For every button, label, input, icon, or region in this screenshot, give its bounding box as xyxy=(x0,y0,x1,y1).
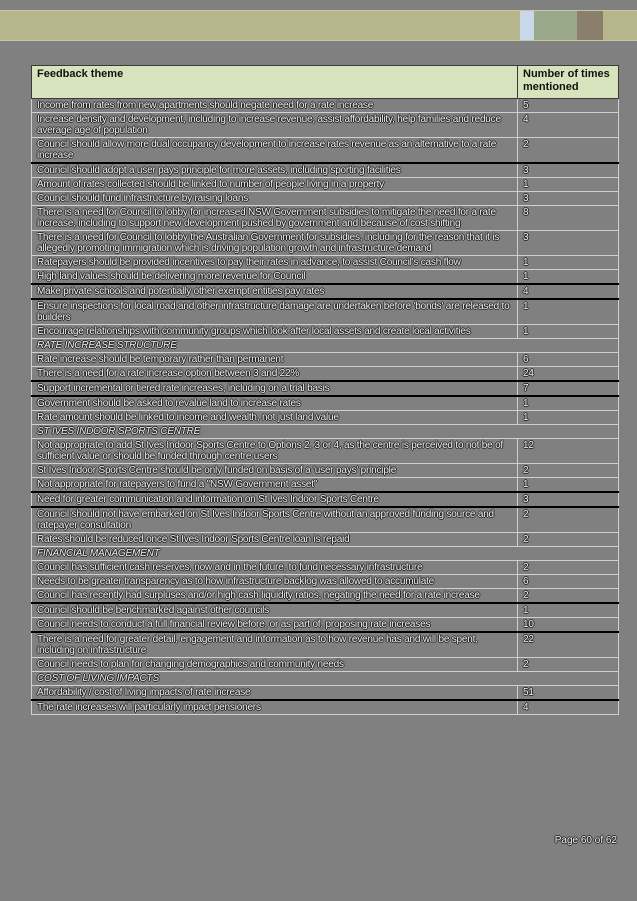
mention-count-cell: 8 xyxy=(518,206,619,231)
mention-count-cell: 24 xyxy=(518,367,619,382)
section-heading-row xyxy=(32,547,619,561)
feedback-theme-cell: High land values should be delivering more revenue for Council xyxy=(32,270,518,285)
table-row xyxy=(32,411,619,425)
table-row xyxy=(32,439,619,464)
mention-count-cell: 6 xyxy=(518,575,619,589)
feedback-theme-cell: Council needs to conduct a full financial review before, or as part of, proposing rate increases xyxy=(32,618,518,633)
mention-count-cell: 2 xyxy=(518,561,619,575)
mention-count-cell: 1 xyxy=(518,270,619,285)
feedback-theme-cell: Not appropriate to add St Ives Indoor Sports Centre to Options 2, 3 or 4, as the centre is perceived to not be of sufficient value or should be funded through centre users xyxy=(32,439,518,464)
mention-count-cell: 3 xyxy=(518,492,619,507)
mention-count-cell: 22 xyxy=(518,632,619,658)
feedback-theme-cell: There is a need for a rate increase option between 3 and 22% xyxy=(32,367,518,382)
table-row xyxy=(32,603,619,618)
section-heading: FINANCIAL MANAGEMENT xyxy=(32,547,619,561)
feedback-theme-cell: Not appropriate for ratepayers to fund a "NSW Government asset" xyxy=(32,478,518,493)
mention-count-cell: 7 xyxy=(518,381,619,396)
feedback-theme-cell: Make private schools and potentially other exempt entities pay rates xyxy=(32,284,518,299)
mention-count-cell: 1 xyxy=(518,178,619,192)
feedback-theme-cell: Council should be benchmarked against other councils xyxy=(32,603,518,618)
table-row xyxy=(32,206,619,231)
mention-count-cell: 12 xyxy=(518,439,619,464)
table-row xyxy=(32,492,619,507)
feedback-theme-cell: There is a need for Council to lobby for increased NSW Government subsidies to mitigate the need for a rate increase, including to support new development pushed by government and because of cost shifting xyxy=(32,206,518,231)
mention-count-cell: 1 xyxy=(518,411,619,425)
table-row xyxy=(32,700,619,715)
mention-count-cell: 1 xyxy=(518,299,619,325)
feedback-theme-cell: Need for greater communication and information on St Ives Indoor Sports Centre xyxy=(32,492,518,507)
mention-count-cell: 3 xyxy=(518,231,619,256)
table-row xyxy=(32,367,619,382)
feedback-theme-cell: There is a need for Council to lobby the Australian Government for subsidies, including for the reason that it is allegedly promoting immigration which is driving population growth and infrastructure demand xyxy=(32,231,518,256)
feedback-theme-cell: The rate increases will particularly impact pensioners xyxy=(32,700,518,715)
mention-count-cell: 4 xyxy=(518,113,619,138)
table-row xyxy=(32,632,619,658)
feedback-theme-cell: Government should be asked to revalue land to increase rates xyxy=(32,396,518,411)
table-row xyxy=(32,163,619,178)
table-row xyxy=(32,381,619,396)
table-row xyxy=(32,618,619,633)
column-header-theme: Feedback theme xyxy=(32,66,518,99)
feedback-theme-cell: There is a need for greater detail, engagement and information as to how revenue has and will be spent, including on infrastructure xyxy=(32,632,518,658)
mention-count-cell: 1 xyxy=(518,256,619,270)
table-row xyxy=(32,464,619,478)
table-row xyxy=(32,299,619,325)
feedback-theme-cell: Council has recently had surpluses and/or high cash liquidity ratios, negating the need for a rate increase xyxy=(32,589,518,604)
table-body xyxy=(32,99,619,715)
mention-count-cell: 2 xyxy=(518,138,619,164)
mention-count-cell: 2 xyxy=(518,589,619,604)
table-row xyxy=(32,353,619,367)
table-row xyxy=(32,561,619,575)
mention-count-cell: 2 xyxy=(518,658,619,672)
mention-count-cell: 1 xyxy=(518,325,619,339)
mention-count-cell: 2 xyxy=(518,464,619,478)
feedback-theme-cell: Support incremental or tiered rate increases, including on a trial basis xyxy=(32,381,518,396)
feedback-theme-cell: Amount of rates collected should be linked to number of people living in a property xyxy=(32,178,518,192)
table-row xyxy=(32,396,619,411)
feedback-theme-cell: St Ives Indoor Sports Centre should be only funded on basis of a 'user pays' principle xyxy=(32,464,518,478)
table-row xyxy=(32,99,619,113)
table-row xyxy=(32,192,619,206)
section-heading: RATE INCREASE STRUCTURE xyxy=(32,339,619,353)
section-heading-row xyxy=(32,425,619,439)
table-row xyxy=(32,589,619,604)
feedback-table-container xyxy=(31,65,618,715)
table-row xyxy=(32,658,619,672)
feedback-theme-cell: Council should fund infrastructure by raising loans xyxy=(32,192,518,206)
mention-count-cell: 5 xyxy=(518,99,619,113)
feedback-table xyxy=(31,65,619,715)
header-band xyxy=(0,10,637,41)
page-number: Page 60 of 62 xyxy=(554,835,617,846)
header-swatch-brown xyxy=(577,11,603,40)
mention-count-cell: 4 xyxy=(518,284,619,299)
table-row xyxy=(32,138,619,164)
table-row xyxy=(32,113,619,138)
feedback-theme-cell: Ratepayers should be provided incentives to pay their rates in advance, to assist Council's cash flow xyxy=(32,256,518,270)
table-row xyxy=(32,231,619,256)
table-header-row xyxy=(32,66,619,99)
mention-count-cell: 3 xyxy=(518,192,619,206)
feedback-theme-cell: Council needs to plan for changing demographics and community needs xyxy=(32,658,518,672)
table-row xyxy=(32,533,619,547)
column-header-count: Number of times mentioned xyxy=(518,66,619,99)
feedback-theme-cell: Council should not have embarked on St Ives Indoor Sports Centre without an approved funding source and ratepayer consultation xyxy=(32,507,518,533)
table-row xyxy=(32,686,619,701)
mention-count-cell: 51 xyxy=(518,686,619,701)
table-row xyxy=(32,507,619,533)
section-heading: COST OF LIVING IMPACTS xyxy=(32,672,619,686)
section-heading: ST IVES INDOOR SPORTS CENTRE xyxy=(32,425,619,439)
mention-count-cell: 1 xyxy=(518,396,619,411)
table-row xyxy=(32,178,619,192)
feedback-theme-cell: Increase density and development, including to increase revenue, assist affordability, help families and reduce average age of population xyxy=(32,113,518,138)
feedback-theme-cell: Council should adopt a user pays principle for more assets, including sporting facilities xyxy=(32,163,518,178)
table-row xyxy=(32,325,619,339)
feedback-theme-cell: Rate increase should be temporary rather than permanent xyxy=(32,353,518,367)
feedback-theme-cell: Rates should be reduced once St Ives Indoor Sports Centre loan is repaid xyxy=(32,533,518,547)
mention-count-cell: 1 xyxy=(518,603,619,618)
header-swatch-green xyxy=(534,11,577,40)
feedback-theme-cell: Rate amount should be linked to income and wealth, not just land value xyxy=(32,411,518,425)
feedback-theme-cell: Council should allow more dual occupancy development to increase rates revenue as an alternative to a rate increase xyxy=(32,138,518,164)
feedback-theme-cell: Affordability / cost of living impacts of rate increase xyxy=(32,686,518,701)
table-row xyxy=(32,270,619,285)
feedback-theme-cell: Encourage relationships with community groups which look after local assets and create local activities xyxy=(32,325,518,339)
section-heading-row xyxy=(32,672,619,686)
mention-count-cell: 3 xyxy=(518,163,619,178)
mention-count-cell: 10 xyxy=(518,618,619,633)
table-row xyxy=(32,575,619,589)
mention-count-cell: 2 xyxy=(518,507,619,533)
table-row xyxy=(32,284,619,299)
mention-count-cell: 6 xyxy=(518,353,619,367)
feedback-theme-cell: Ensure inspections for local road and other infrastructure damage are undertaken before 'bonds' are released to builders xyxy=(32,299,518,325)
section-heading-row xyxy=(32,339,619,353)
table-row xyxy=(32,256,619,270)
feedback-theme-cell: Council has sufficient cash reserves, now and in the future, to fund necessary infrastructure xyxy=(32,561,518,575)
mention-count-cell: 4 xyxy=(518,700,619,715)
feedback-theme-cell: Needs to be greater transparency as to how infrastructure backlog was allowed to accumulate xyxy=(32,575,518,589)
mention-count-cell: 1 xyxy=(518,478,619,493)
mention-count-cell: 2 xyxy=(518,533,619,547)
table-row xyxy=(32,478,619,493)
header-swatch-blue xyxy=(520,11,534,40)
feedback-theme-cell: Income from rates from new apartments should negate need for a rate increase xyxy=(32,99,518,113)
